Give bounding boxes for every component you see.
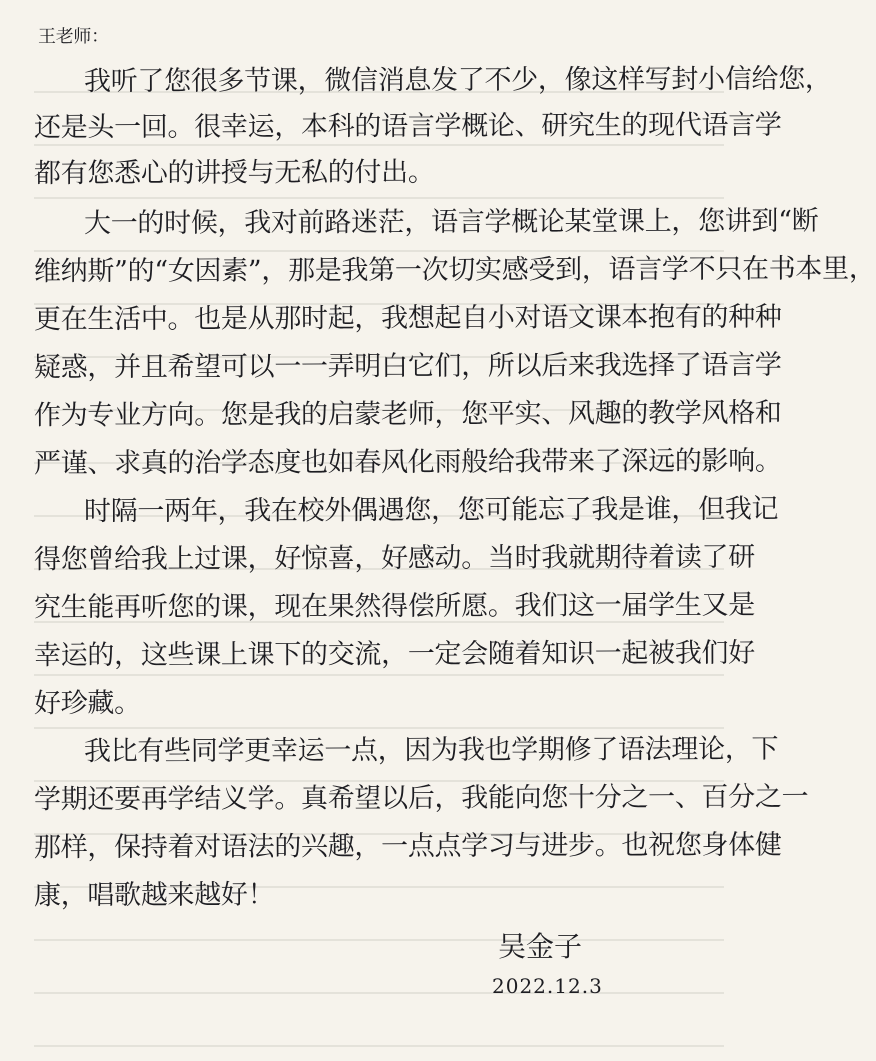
letter-line: 康，唱歌越来越好！ [33,879,275,912]
letter-line: 那样，保持着对语法的兴趣，一点点学习与进步。也祝您身体健 [33,829,782,864]
letter-date: 2022.12.3 [492,974,603,998]
letter-line: 都有您悉心的讲授与无私的付出。 [33,156,435,190]
letter-line: 究生能再听您的课，现在果然得偿所愿。我们这一届学生又是 [33,589,755,624]
letter-line: 严谨、求真的治学态度也如春风化雨般给我带来了深远的影响。 [33,445,782,480]
letter-line: 学期还要再学结义学。真希望以后，我能向您十分之一、百分之一 [33,781,809,816]
letter-line: 得您曾给我上过课，好惊喜，好感动。当时我就期待着读了研 [33,541,755,576]
letter-line: 疑惑，并且希望可以一一弄明白它们，所以后来我选择了语言学 [33,349,782,384]
letter-line: 我听了您很多节课，微信消息发了不少，像这样写封小信给您， [83,63,832,98]
letter-line: 我比有些同学更幸运一点，因为我也学期修了语法理论，下 [83,733,779,768]
letter-line: 大一的时候，我对前路迷茫，语言学概论某堂课上，您讲到“断 [83,205,819,240]
letter-line: 还是头一回。很幸运，本科的语言学概论、研究生的现代语言学 [33,109,782,144]
signature: 吴金子 [498,930,583,963]
letter-line: 维纳斯”的“女因素”，那是我第一次切实感受到，语言学不只在书本里， [33,253,876,288]
letter-line: 作为专业方向。您是我的启蒙老师，您平实、风趣的教学风格和 [33,397,782,432]
letter-line: 幸运的，这些课上课下的交流，一定会随着知识一起被我们好 [33,637,755,672]
letter-line: 更在生活中。也是从那时起，我想起自小对语文课本抱有的种种 [33,301,782,336]
letter-greeting: 王老师： [37,26,109,48]
letter-line: 时隔一两年，我在校外偶遇您，您可能忘了我是谁，但我记 [83,493,779,528]
letter-line: 好珍藏。 [33,687,141,720]
